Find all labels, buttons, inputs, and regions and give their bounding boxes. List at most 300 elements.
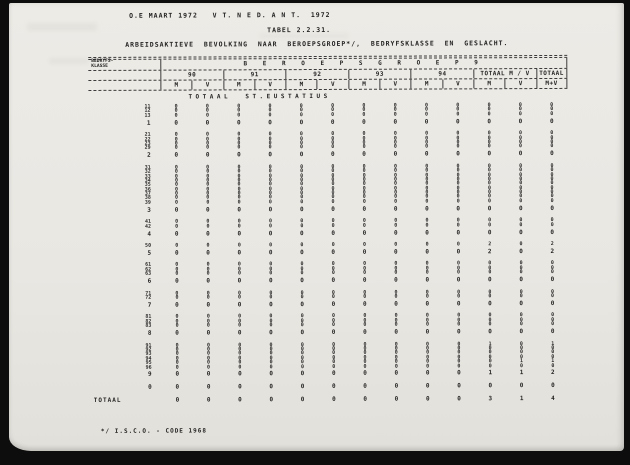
value-cell: 0 (362, 163, 366, 170)
value-cell: 0 (206, 266, 210, 273)
value-cell: 0 (519, 180, 523, 187)
value-cell: 0 (206, 329, 211, 337)
value-cell: 0 (268, 140, 272, 147)
col-header-93: 93 (348, 70, 411, 79)
value-cell: 0 (174, 136, 178, 143)
value-cell: 0 (332, 350, 336, 357)
value-cell: 0 (268, 205, 273, 213)
value-cell: 0 (456, 228, 461, 236)
value-cell: 0 (300, 363, 304, 370)
value-cell: 0 (456, 134, 460, 141)
subtotal-row (89, 151, 568, 160)
value-cell: 0 (519, 184, 523, 191)
value-cell: 0 (299, 103, 303, 110)
code-row (89, 112, 568, 118)
row-header-label: BEDRYFS- KLASSE (91, 58, 114, 69)
sex-header-v: V (379, 80, 410, 89)
col-header-totaal: TOTAAL (536, 69, 567, 78)
value-cell: 0 (488, 358, 492, 365)
value-cell: 0 (300, 294, 304, 301)
value-cell: 0 (488, 260, 492, 267)
value-cell: 0 (238, 350, 242, 357)
value-cell: 0 (206, 131, 210, 138)
value-cell: 0 (269, 289, 273, 296)
value-cell: 0 (300, 329, 305, 337)
value-cell: 0 (550, 299, 555, 307)
value-cell: 0 (425, 189, 429, 196)
value-cell: 0 (362, 172, 366, 179)
value-cell: 0 (456, 193, 460, 200)
value-cell: 2 (550, 240, 554, 248)
value-cell: 0 (174, 151, 179, 159)
value-cell: 0 (268, 181, 272, 188)
value-cell: 0 (550, 101, 554, 108)
value-cell: 0 (175, 294, 179, 301)
value-cell: 0 (362, 218, 366, 225)
sex-header-v: V (317, 80, 348, 89)
value-cell: 0 (519, 353, 524, 360)
value-cell: 0 (426, 341, 430, 348)
value-cell: 0 (456, 189, 460, 196)
value-cell: 0 (456, 130, 460, 137)
value-cell: 0 (487, 143, 491, 150)
value-cell: 0 (394, 217, 398, 224)
value-cell: 0 (519, 139, 523, 146)
value-cell: 0 (238, 318, 242, 325)
value-cell: 0 (175, 329, 179, 337)
value-cell: 0 (393, 118, 398, 126)
value-cell: 0 (394, 185, 398, 192)
value-cell: 0 (331, 277, 336, 285)
value-cell: 0 (425, 163, 429, 170)
value-cell: 0 (393, 102, 397, 109)
value-cell: 0 (236, 119, 241, 127)
value-cell: 0 (299, 111, 303, 118)
value-cell: 0 (174, 103, 178, 110)
subtotal-row (89, 119, 568, 128)
value-cell: 0 (394, 354, 398, 361)
value-cell: 0 (519, 171, 523, 178)
value-cell: 0 (237, 112, 241, 119)
value-cell: 0 (237, 270, 241, 277)
value-cell: 0 (237, 186, 241, 193)
code-row (89, 322, 568, 328)
value-cell: 0 (518, 110, 522, 117)
value-cell: 0 (175, 396, 180, 405)
value-cell: 0 (457, 382, 461, 390)
value-cell: 0 (300, 163, 304, 170)
value-cell: 0 (488, 328, 492, 336)
value-cell: 0 (331, 139, 335, 146)
value-cell: 1 (519, 395, 524, 403)
value-cell: 0 (331, 107, 335, 114)
value-cell: 0 (519, 345, 523, 352)
value-cell: 0 (456, 328, 461, 336)
value-cell: 0 (330, 151, 335, 159)
value-cell: 0 (550, 292, 555, 299)
value-cell: 0 (300, 350, 304, 357)
value-cell: 0 (174, 249, 179, 257)
value-cell: 0 (456, 139, 460, 146)
value-cell: 0 (206, 242, 210, 249)
row-label-81: 81 (145, 314, 152, 321)
value-cell: 0 (237, 144, 241, 151)
row-label-61: 61 (145, 262, 152, 269)
value-cell: 0 (394, 313, 398, 320)
value-cell: 0 (519, 276, 523, 284)
value-cell: 0 (331, 293, 335, 300)
value-cell: 0 (174, 230, 179, 238)
value-cell: 0 (269, 301, 273, 309)
value-cell: 0 (519, 143, 523, 150)
value-cell: 0 (519, 189, 523, 196)
value-cell: 0 (175, 301, 179, 309)
value-cell: 0 (238, 359, 242, 366)
value-cell: 0 (519, 349, 523, 356)
value-cell: 0 (237, 181, 241, 188)
footnote: */ I.S.C.O. - CODE 1968 (100, 427, 207, 435)
value-cell: 0 (175, 364, 179, 371)
value-cell: 0 (237, 190, 241, 197)
value-cell: 0 (299, 140, 303, 147)
value-cell: 0 (487, 167, 491, 174)
value-cell: 0 (488, 321, 492, 328)
value-cell: 0 (300, 313, 304, 320)
value-cell: 0 (457, 395, 461, 403)
value-cell: 0 (456, 102, 460, 109)
value-cell: 0 (300, 382, 305, 390)
value-cell: 0 (457, 293, 461, 300)
row-label-95: 95 (145, 359, 152, 366)
value-cell: 0 (393, 229, 398, 237)
value-cell: 0 (487, 189, 491, 196)
value-cell: 0 (362, 300, 367, 308)
value-cell: 0 (331, 102, 335, 109)
value-cell: 0 (425, 193, 429, 200)
value-cell: 0 (363, 345, 367, 352)
row-label-42: 42 (144, 223, 152, 230)
row-label-62: 62 (145, 266, 152, 273)
value-cell: 0 (519, 362, 524, 369)
value-cell: 0 (300, 190, 304, 197)
value-cell: 0 (237, 103, 241, 110)
value-cell: 0 (175, 322, 179, 329)
value-cell: 0 (394, 241, 398, 248)
value-cell: 0 (519, 260, 523, 267)
value-cell: 0 (331, 181, 335, 188)
value-cell: 0 (487, 102, 491, 109)
value-cell: 0 (551, 316, 555, 323)
value-cell: 0 (425, 139, 429, 146)
value-cell: 0 (363, 269, 367, 277)
value-cell: 0 (299, 135, 303, 142)
value-cell: 0 (205, 107, 209, 114)
value-cell: 0 (394, 265, 398, 272)
value-cell: 0 (393, 167, 398, 174)
code-row (89, 223, 568, 229)
row-label-72: 72 (145, 294, 152, 301)
value-cell: 0 (174, 140, 178, 147)
value-cell: 0 (332, 317, 336, 324)
row-label-3: 3 (147, 206, 151, 214)
value-cell: 0 (394, 180, 398, 187)
value-cell: 0 (363, 341, 367, 348)
value-cell: 0 (393, 163, 397, 170)
value-cell: 0 (175, 290, 179, 297)
value-cell: 0 (269, 363, 273, 370)
value-cell: 1 (519, 369, 524, 377)
value-cell: 0 (362, 151, 366, 159)
value-cell: 0 (268, 190, 272, 197)
value-cell: 0 (393, 205, 398, 213)
value-cell: 0 (331, 198, 335, 205)
value-cell: 0 (550, 143, 554, 150)
value-cell: 0 (425, 135, 429, 142)
value-cell: 0 (269, 261, 273, 268)
row-label-33: 33 (144, 173, 151, 180)
subtotal-row (89, 229, 568, 238)
value-cell: 0 (175, 242, 179, 249)
value-cell: 0 (206, 223, 210, 230)
value-cell: 0 (237, 218, 241, 225)
value-cell: 0 (268, 131, 272, 138)
value-cell: 0 (363, 370, 367, 378)
value-cell: 0 (394, 222, 398, 229)
value-cell: 0 (488, 317, 492, 324)
value-cell: 2 (550, 247, 555, 255)
col-header-90: 90 (160, 70, 223, 79)
value-cell: 0 (425, 328, 430, 336)
value-cell: 0 (300, 242, 304, 249)
value-cell: 0 (488, 345, 492, 352)
value-cell: 0 (519, 241, 523, 248)
value-cell: 0 (174, 181, 178, 188)
value-cell: 0 (363, 261, 367, 268)
value-cell: 0 (550, 175, 554, 182)
value-cell: 0 (487, 198, 492, 205)
value-cell: 0 (206, 346, 210, 353)
value-cell: 0 (300, 229, 304, 237)
value-cell: 2 (551, 369, 555, 377)
value-cell: 0 (363, 317, 367, 324)
census-header-line: O.E MAART 1972 V T. N E D. A N T. 1972 (129, 10, 331, 20)
value-cell: 0 (425, 317, 429, 324)
value-cell: 0 (237, 168, 241, 175)
value-cell: 0 (362, 176, 366, 183)
value-cell: 0 (425, 143, 429, 150)
value-cell: 0 (206, 177, 210, 184)
value-cell: 0 (331, 144, 335, 151)
value-cell: 0 (425, 260, 429, 267)
value-cell: 0 (456, 265, 461, 272)
value-cell: 0 (206, 396, 211, 404)
row-label-50: 50 (145, 242, 152, 249)
value-cell: 0 (457, 354, 461, 361)
value-cell: 0 (175, 270, 179, 277)
row-label-92: 92 (145, 346, 152, 353)
value-cell: 0 (331, 328, 336, 336)
value-cell: 0 (238, 346, 242, 353)
value-cell: 0 (331, 163, 335, 170)
value-cell: 0 (487, 204, 492, 213)
value-cell: 0 (206, 229, 210, 238)
value-cell: 0 (268, 172, 272, 179)
value-cell: 0 (550, 138, 554, 145)
value-cell: 0 (300, 345, 304, 353)
value-cell: 0 (456, 106, 460, 113)
value-cell: 0 (456, 300, 461, 308)
value-cell: 0 (394, 189, 398, 196)
row-label-7: 7 (147, 301, 152, 309)
value-cell: 0 (268, 151, 273, 159)
value-cell: 0 (457, 358, 461, 365)
value-cell: 0 (238, 289, 242, 296)
bedryfsklasse-group (90, 383, 569, 392)
row-label-38: 38 (144, 195, 151, 202)
value-cell: 0 (425, 180, 429, 187)
value-cell: 0 (300, 322, 304, 329)
value-cell: 0 (206, 194, 210, 201)
value-cell: 0 (425, 222, 429, 229)
value-cell: 0 (488, 276, 492, 284)
row-label-34: 34 (144, 177, 151, 184)
value-cell: 0 (519, 248, 523, 256)
value-cell: 0 (175, 383, 180, 391)
value-cell: 0 (394, 321, 398, 328)
value-cell: 0 (206, 350, 211, 357)
value-cell: 0 (425, 176, 429, 183)
value-cell: 0 (238, 294, 242, 301)
row-label-0: 0 (148, 383, 152, 391)
value-cell: 0 (425, 265, 429, 272)
value-cell: 0 (175, 318, 179, 325)
value-cell: 1 (488, 340, 492, 347)
value-cell: 0 (487, 171, 491, 178)
value-cell: 0 (300, 396, 305, 404)
value-cell: 0 (331, 185, 335, 192)
value-cell: 0 (394, 289, 398, 296)
value-cell: 0 (174, 173, 178, 180)
value-cell: 0 (205, 112, 209, 119)
value-cell: 0 (238, 341, 242, 348)
value-cell: 0 (550, 106, 554, 113)
value-cell: 0 (394, 382, 399, 390)
value-cell: 0 (519, 167, 523, 174)
value-cell: 0 (206, 199, 210, 206)
value-cell: 0 (550, 171, 554, 178)
value-cell: 0 (206, 206, 210, 214)
paper-page (9, 3, 624, 451)
value-cell: 0 (299, 107, 303, 114)
bedryfsklasse-group (88, 103, 567, 127)
sex-header-m: M (348, 80, 379, 89)
value-cell: 0 (393, 130, 397, 137)
value-cell: 0 (519, 228, 523, 236)
value-cell: 0 (300, 341, 304, 348)
value-cell: 0 (300, 222, 304, 229)
value-cell: 0 (269, 359, 273, 366)
value-cell: 0 (206, 181, 210, 188)
value-cell: 0 (175, 350, 179, 357)
value-cell: 0 (269, 383, 274, 391)
value-cell: 0 (362, 194, 366, 201)
value-cell: 0 (456, 143, 460, 150)
value-cell: 0 (487, 150, 492, 158)
value-cell: 0 (299, 131, 303, 138)
value-cell: 0 (237, 261, 241, 268)
bedryfsklasse-group (90, 341, 569, 378)
row-label-35: 35 (144, 182, 151, 189)
value-cell: 0 (175, 346, 179, 353)
value-cell: 0 (550, 217, 554, 224)
value-cell: 0 (175, 359, 179, 366)
value-cell: 0 (268, 135, 272, 142)
value-cell: 0 (363, 313, 367, 320)
value-cell: 0 (518, 102, 522, 109)
value-cell: 0 (425, 369, 430, 377)
value-cell: 0 (518, 204, 523, 212)
value-cell: 0 (269, 313, 273, 320)
value-cell: 0 (425, 312, 429, 319)
value-cell: 0 (488, 382, 493, 390)
value-cell: 0 (268, 177, 272, 184)
value-cell: 0 (237, 266, 241, 273)
value-cell: 0 (331, 370, 336, 378)
row-label-12: 12 (144, 108, 151, 115)
value-cell: 0 (331, 172, 335, 179)
value-cell: 0 (488, 293, 492, 300)
value-cell: 0 (550, 189, 554, 196)
value-cell: 0 (175, 223, 179, 230)
value-cell: 0 (424, 150, 429, 158)
value-cell: 0 (519, 221, 523, 228)
sex-header-mplusv: M+V (536, 79, 567, 88)
value-cell: 0 (332, 313, 336, 320)
row-label-23: 23 (144, 140, 151, 147)
row-label-41: 41 (144, 218, 151, 225)
value-cell: 0 (362, 241, 367, 248)
value-cell: 0 (424, 106, 429, 113)
value-cell: 0 (269, 396, 274, 404)
value-cell: 0 (551, 344, 555, 351)
value-cell: 0 (332, 396, 336, 404)
value-cell: 0 (174, 177, 178, 184)
value-cell: 0 (550, 204, 554, 212)
value-cell: 0 (269, 322, 273, 329)
value-cell: 0 (331, 218, 335, 225)
value-cell: 0 (332, 345, 336, 352)
table-title: ARBEIDSAKTIEVE BEVOLKING NAAR BEROEPSGROEP*/, BEDRYFSKLASSE EN GESLACHT. (125, 39, 509, 49)
value-cell: 0 (206, 172, 210, 179)
total-row (90, 395, 569, 404)
value-cell: 0 (175, 370, 180, 379)
value-cell: 0 (237, 177, 241, 184)
value-cell: 0 (425, 395, 430, 403)
value-cell: 0 (206, 342, 210, 349)
row-label-91: 91 (145, 342, 152, 349)
value-cell: 2 (488, 241, 492, 248)
value-cell: 0 (394, 396, 399, 404)
value-cell: 1 (519, 358, 524, 365)
value-cell: 0 (363, 358, 367, 365)
value-cell: 0 (268, 107, 272, 114)
value-cell: 0 (488, 221, 492, 228)
value-cell: 0 (393, 143, 397, 151)
value-cell: 0 (550, 162, 554, 169)
value-cell: 0 (268, 144, 272, 151)
value-cell: 0 (487, 162, 491, 169)
value-cell: 0 (268, 103, 272, 110)
